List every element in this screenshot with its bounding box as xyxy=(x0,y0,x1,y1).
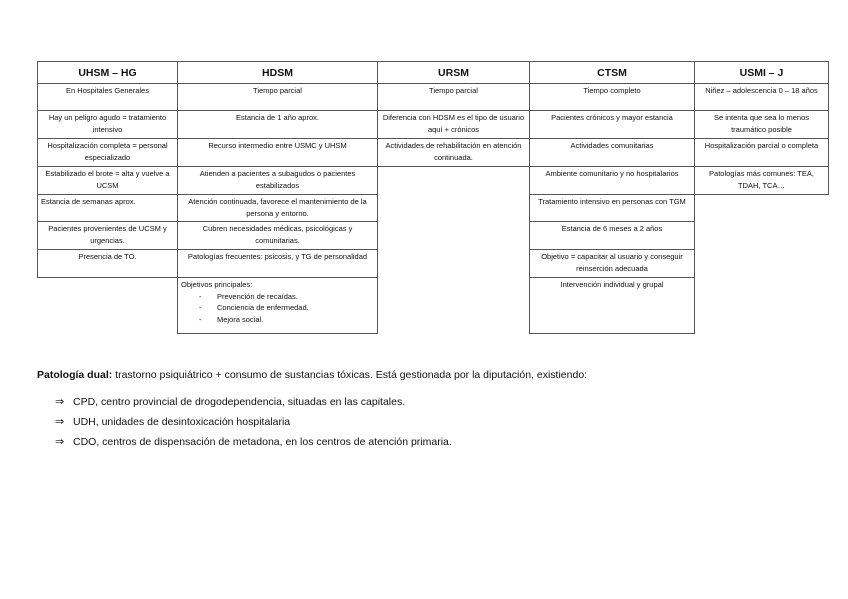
column-header: CTSM xyxy=(529,61,695,84)
list-item-text: CPD, centro provincial de drogodependencia, situadas en las capitales. xyxy=(73,396,406,408)
table-cell: Intervención individual y grupal xyxy=(529,277,695,334)
column-header: USMI – J xyxy=(694,61,829,84)
table-cell: Hospitalización parcial o completa xyxy=(694,138,829,167)
list-item xyxy=(55,432,452,452)
table-cell: Atención continuada, favorece el mantenimiento de la persona y entorno. xyxy=(177,194,378,222)
column-header: URSM xyxy=(377,61,530,84)
rightwards-double-arrow-icon: ⇒ xyxy=(55,416,65,428)
list-item: - Mejora social. xyxy=(199,314,374,326)
dual-pathology-paragraph xyxy=(37,369,587,381)
column-header: UHSM – HG xyxy=(37,61,178,84)
table-cell: Tratamiento intensivo en personas con TGM xyxy=(529,194,695,222)
table-cell: Tiempo parcial xyxy=(177,83,378,111)
objectives-title: Objetivos principales: xyxy=(181,280,253,289)
table-cell: Estancia de semanas aprox. xyxy=(37,194,178,222)
table-cell: Pacientes crónicos y mayor estancia xyxy=(529,110,695,139)
table-cell: Hospitalización completa = personal especializado xyxy=(37,138,178,167)
rightwards-double-arrow-icon: ⇒ xyxy=(55,436,65,448)
table-cell: Actividades comunitarias xyxy=(529,138,695,167)
table-cell: Hay un peligro agudo = tratamiento intensivo xyxy=(37,110,178,139)
list-item: - Conciencia de enfermedad. xyxy=(199,302,374,314)
table-cell: Estancia de 1 año aprox. xyxy=(177,110,378,139)
list-item xyxy=(55,412,452,432)
objectives-cell xyxy=(177,277,378,334)
table-cell: Estabilizado el brote = alta y vuelve a UCSM xyxy=(37,166,178,195)
table-cell: En Hospitales Generales xyxy=(37,83,178,111)
dual-pathology-label: Patología dual: xyxy=(37,369,113,381)
table-cell: Se intenta que sea lo menos traumático posible xyxy=(694,110,829,139)
table-cell: Tiempo parcial xyxy=(377,83,530,111)
objectives-list xyxy=(181,291,374,326)
table-cell: Cubren necesidades médicas, psicológicas y comunitarias. xyxy=(177,221,378,250)
table-cell: Atienden a pacientes a subagudos o pacientes estabilizados xyxy=(177,166,378,195)
table-cell: Recurso intermedio entre USMC y UHSM xyxy=(177,138,378,167)
list-item xyxy=(55,392,452,412)
list-item-text: UDH, unidades de desintoxicación hospitalaria xyxy=(73,416,291,428)
table-cell: Actividades de rehabilitación en atención continuada. xyxy=(377,138,530,167)
table-cell: Objetivo = capacitar al usuario y conseguir reinserción adecuada xyxy=(529,249,695,278)
table-cell: Presencia de TO. xyxy=(37,249,178,278)
table-cell: Patologías frecuentes: psicosis, y TG de personalidad xyxy=(177,249,378,278)
table-cell: Tiempo completo xyxy=(529,83,695,111)
list-item: - Prevención de recaídas. xyxy=(199,291,374,303)
column-ctsm xyxy=(529,61,695,334)
list-item-text: CDO, centros de dispensación de metadona, en los centros de atención primaria. xyxy=(73,436,452,448)
table-cell: Ambiente comunitario y no hospitalarios xyxy=(529,166,695,195)
table-cell: Niñez – adolescencia 0 – 18 años xyxy=(694,83,829,111)
table-cell: Patologías más comunes: TEA, TDAH, TCA… xyxy=(694,166,829,195)
column-uhsm-hg xyxy=(37,61,178,278)
column-header: HDSM xyxy=(177,61,378,84)
dual-pathology-text: trastorno psiquiátrico + consumo de sustancias tóxicas. Está gestionada por la diputación, existiendo: xyxy=(112,369,588,381)
table-cell: Pacientes provenientes de UCSM y urgencias. xyxy=(37,221,178,250)
column-hdsm xyxy=(177,61,378,334)
dual-centers-list xyxy=(55,392,452,452)
table-cell: Diferencia con HDSM es el tipo de usuario aquí + crónicos xyxy=(377,110,530,139)
rightwards-double-arrow-icon: ⇒ xyxy=(55,396,65,408)
column-usmi-j xyxy=(694,61,829,195)
column-ursm xyxy=(377,61,530,167)
table-cell: Estancia de 6 meses a 2 años xyxy=(529,221,695,250)
